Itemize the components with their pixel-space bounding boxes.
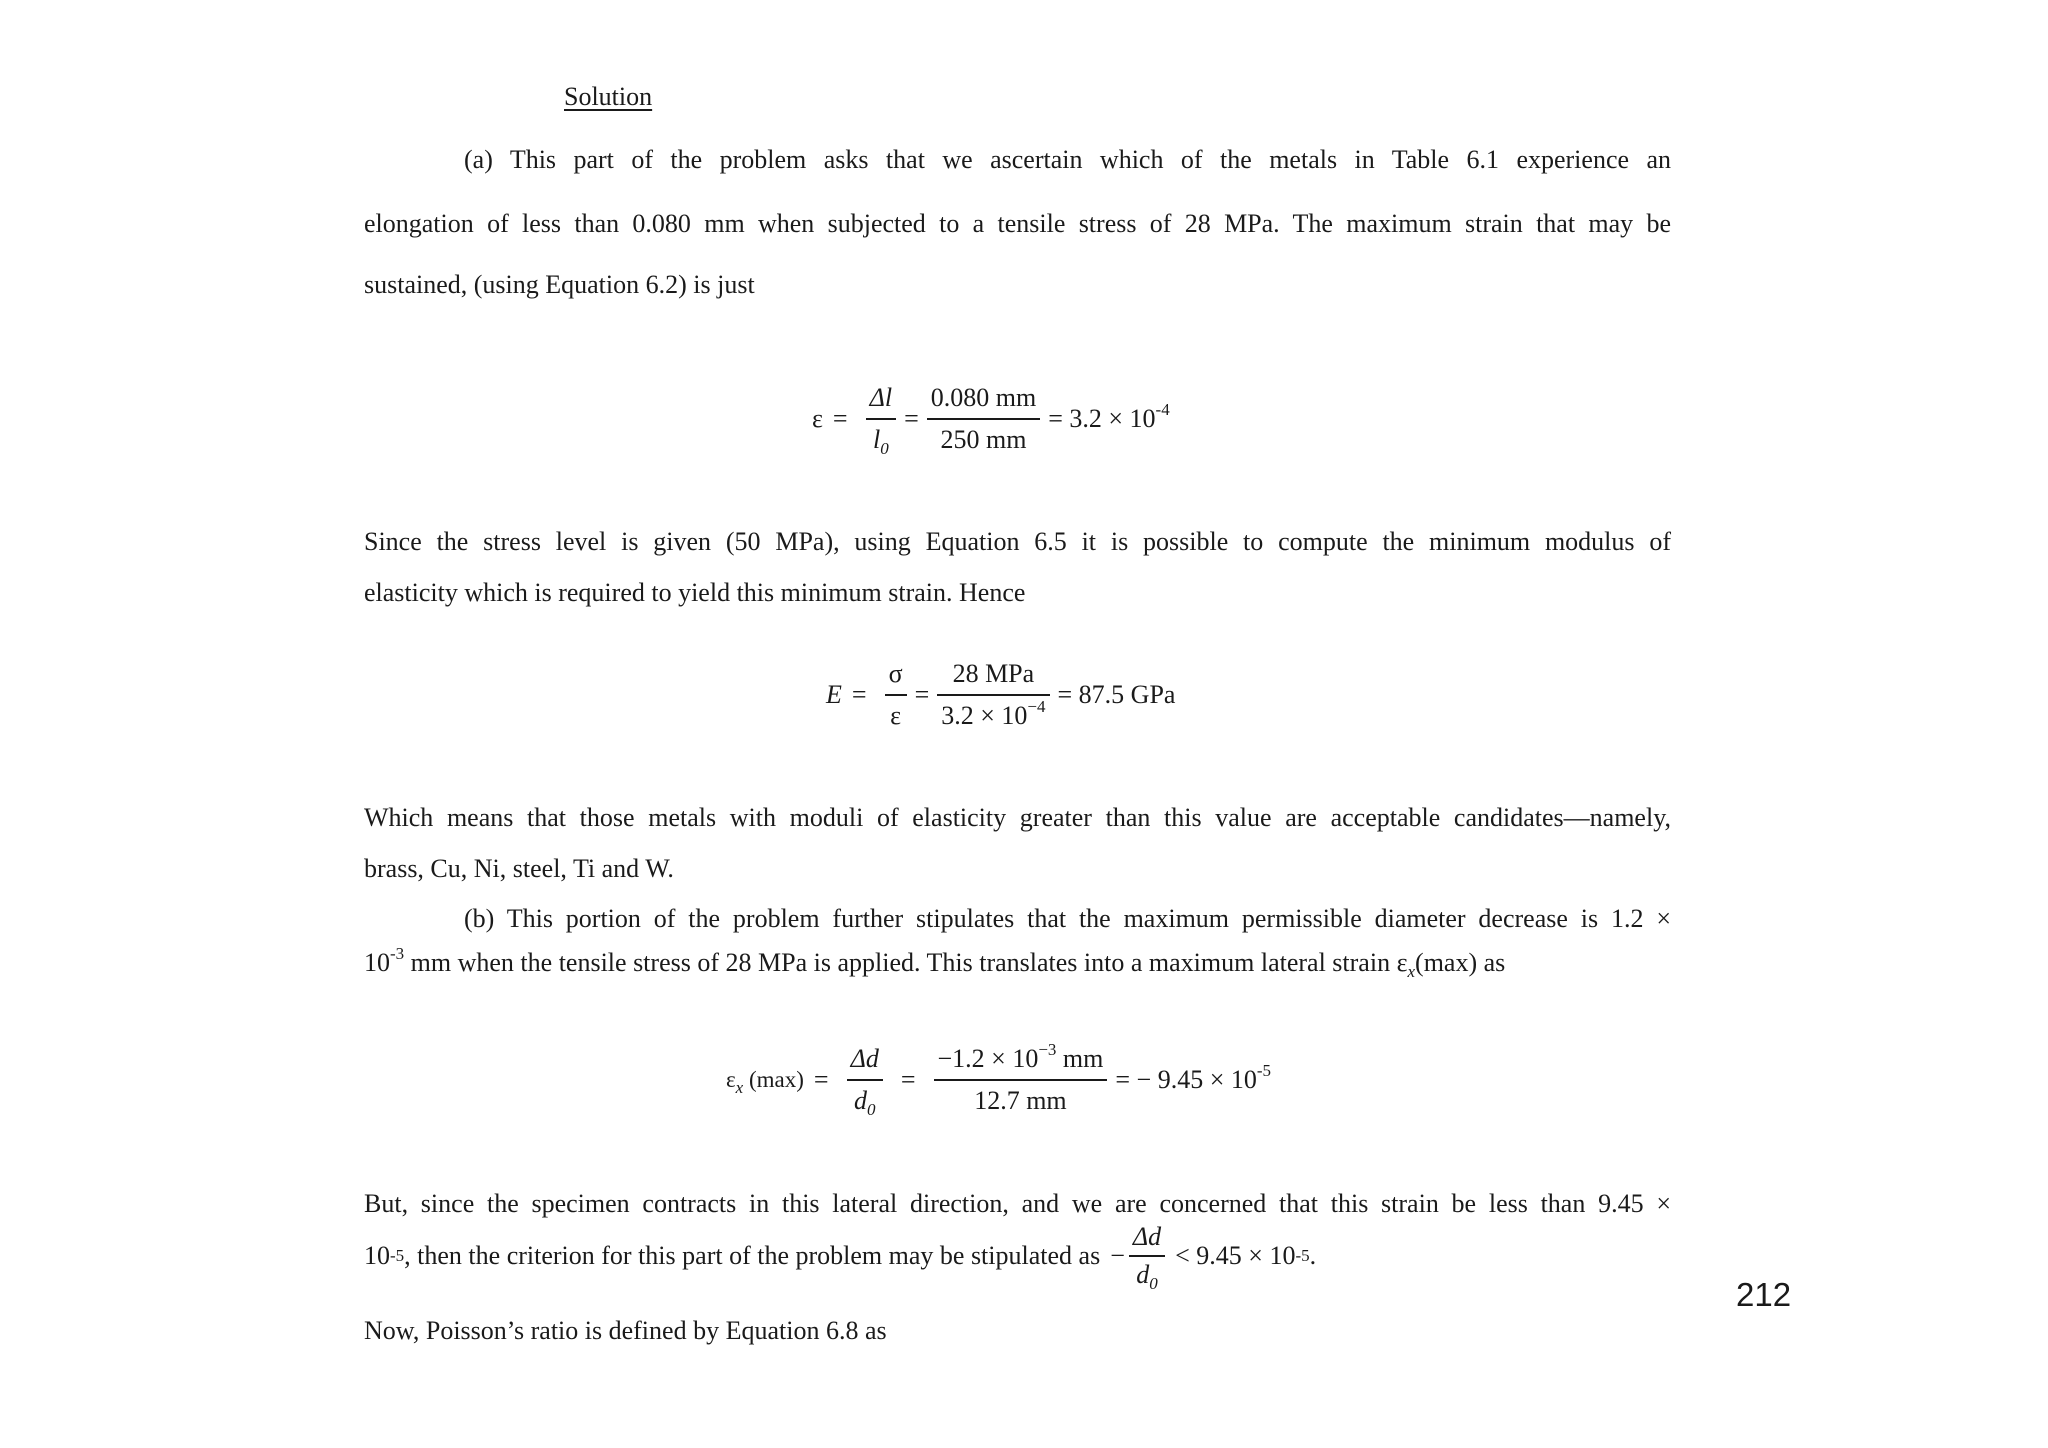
denominator-base: d <box>853 1086 867 1115</box>
paragraph-which-line-2: brass, Cu, Ni, steel, Ti and W. <box>364 854 674 883</box>
denominator-mantissa: 3.2 × 10 <box>941 701 1028 730</box>
fraction-denominator: ε <box>890 701 902 730</box>
paragraph-a-line-1: (a) This part of the problem asks that we ascertain which of the metals in Table 6.1 experience an <box>464 145 1671 174</box>
equation-result: = 87.5 GPa <box>1057 680 1176 709</box>
paragraph-a-line-2: elongation of less than 0.080 mm when subjected to a tensile stress of 28 MPa. The maximum strain that may be <box>364 209 1671 238</box>
line-base: 10 <box>364 948 390 977</box>
equals-sign: = <box>832 404 848 433</box>
strain-symbol: ε <box>812 404 823 433</box>
paragraph-a-line-3: sustained, (using Equation 6.2) is just <box>364 270 755 299</box>
line-end: (max) as <box>1415 948 1506 977</box>
result-mantissa: = 3.2 × 10 <box>1048 404 1156 433</box>
fraction-denominator <box>869 420 893 458</box>
fraction-delta-d-over-d0 <box>847 1044 883 1119</box>
lateral-strain-symbol <box>726 1067 804 1097</box>
fraction-denominator <box>937 696 1049 731</box>
fraction-delta-l-over-l0 <box>866 383 896 458</box>
fraction-stress-over-strain <box>937 659 1049 731</box>
equals-sign: = <box>813 1065 829 1094</box>
denominator-subscript: 0 <box>1149 1274 1158 1293</box>
equals-sign: = <box>914 680 930 709</box>
fraction-numerator: Δl <box>869 383 893 412</box>
fraction-numerator: 28 MPa <box>952 659 1035 688</box>
equals-sign: = <box>904 404 919 433</box>
paragraph-b-line-1: (b) This portion of the problem further stipulates that the maximum permissible diameter decrease is 1.2 × <box>464 904 1671 933</box>
fraction-diameter-values <box>934 1040 1108 1116</box>
numerator-unit: mm <box>1056 1044 1104 1073</box>
numerator-mantissa: −1.2 × 10 <box>937 1044 1039 1073</box>
denominator-exponent: −4 <box>1027 697 1046 716</box>
paragraph-b-line-2 <box>364 944 1671 981</box>
paragraph-since-line-1: Since the stress level is given (50 MPa), using Equation 6.5 it is possible to compute the minimum modulus of <box>364 527 1671 556</box>
symbol-paren: (max) <box>743 1067 804 1092</box>
modulus-symbol: E <box>826 680 842 709</box>
strain-equation <box>812 383 1170 458</box>
result-exponent: -4 <box>1155 400 1170 419</box>
criterion-minus: − <box>1110 1241 1125 1270</box>
fraction-denominator <box>1132 1257 1162 1293</box>
fraction-denominator <box>850 1081 880 1119</box>
fraction-denominator: 12.7 mm <box>974 1086 1067 1115</box>
result-mantissa: = − 9.45 × 10 <box>1115 1065 1257 1094</box>
fraction-numerator: Δd <box>1132 1222 1162 1251</box>
criterion-bound: < 9.45 × 10 <box>1175 1241 1296 1270</box>
line-text: mm when the tensile stress of 28 MPa is applied. This translates into a maximum lateral strain ε <box>404 948 1408 977</box>
paragraph-but-line-2: 10 -5 , then the criterion for this part of the problem may be stipulated as − $\frac{\Delta d}{d_0}$ < 9.45 × 10 -5 . <box>364 1222 1317 1293</box>
equals-sign: = <box>900 1065 916 1094</box>
paragraph-since-line-2: elasticity which is required to yield this minimum strain. Hence <box>364 578 1026 607</box>
equals-sign: = <box>851 680 867 709</box>
symbol-subscript: x <box>735 1078 744 1097</box>
line-base: 10 <box>364 1241 390 1270</box>
result-exponent: -5 <box>1256 1061 1272 1080</box>
denominator-base: d <box>1136 1260 1150 1289</box>
denominator-base: l <box>872 425 881 454</box>
fraction-length-values <box>927 383 1040 455</box>
denominator-subscript: 0 <box>880 439 889 458</box>
line-exponent: -3 <box>390 944 405 963</box>
line-subscript: x <box>1407 962 1416 981</box>
modulus-equation <box>826 659 1175 731</box>
paragraph-which-line-1: Which means that those metals with moduli of elasticity greater than this value are acceptable candidates—namely, <box>364 803 1671 832</box>
fraction-numerator: Δd <box>850 1044 879 1073</box>
paragraph-now: Now, Poisson’s ratio is defined by Equation 6.8 as <box>364 1316 887 1345</box>
fraction-numerator: σ <box>888 659 903 688</box>
symbol-base: ε <box>726 1067 736 1092</box>
denominator-subscript: 0 <box>866 1100 876 1119</box>
page-number: 212 <box>1736 1276 1792 1313</box>
equation-result <box>1048 400 1170 434</box>
line-text: , then the criterion for this part of the problem may be stipulated as <box>404 1241 1101 1270</box>
fraction-numerator <box>934 1040 1108 1079</box>
fraction-denominator: 250 mm <box>940 425 1027 454</box>
fraction-numerator: 0.080 mm <box>930 383 1037 412</box>
equation-result <box>1115 1061 1272 1095</box>
numerator-exponent: −3 <box>1038 1040 1057 1059</box>
criterion-period: . <box>1309 1241 1317 1270</box>
fraction-sigma-over-epsilon <box>885 659 907 731</box>
solution-heading: Solution <box>564 82 653 111</box>
criterion-fraction <box>1129 1222 1165 1293</box>
lateral-strain-equation <box>726 1040 1272 1119</box>
paragraph-but-line-1: But, since the specimen contracts in this lateral direction, and we are concerned that this strain be less than 9.45 × <box>364 1189 1671 1218</box>
